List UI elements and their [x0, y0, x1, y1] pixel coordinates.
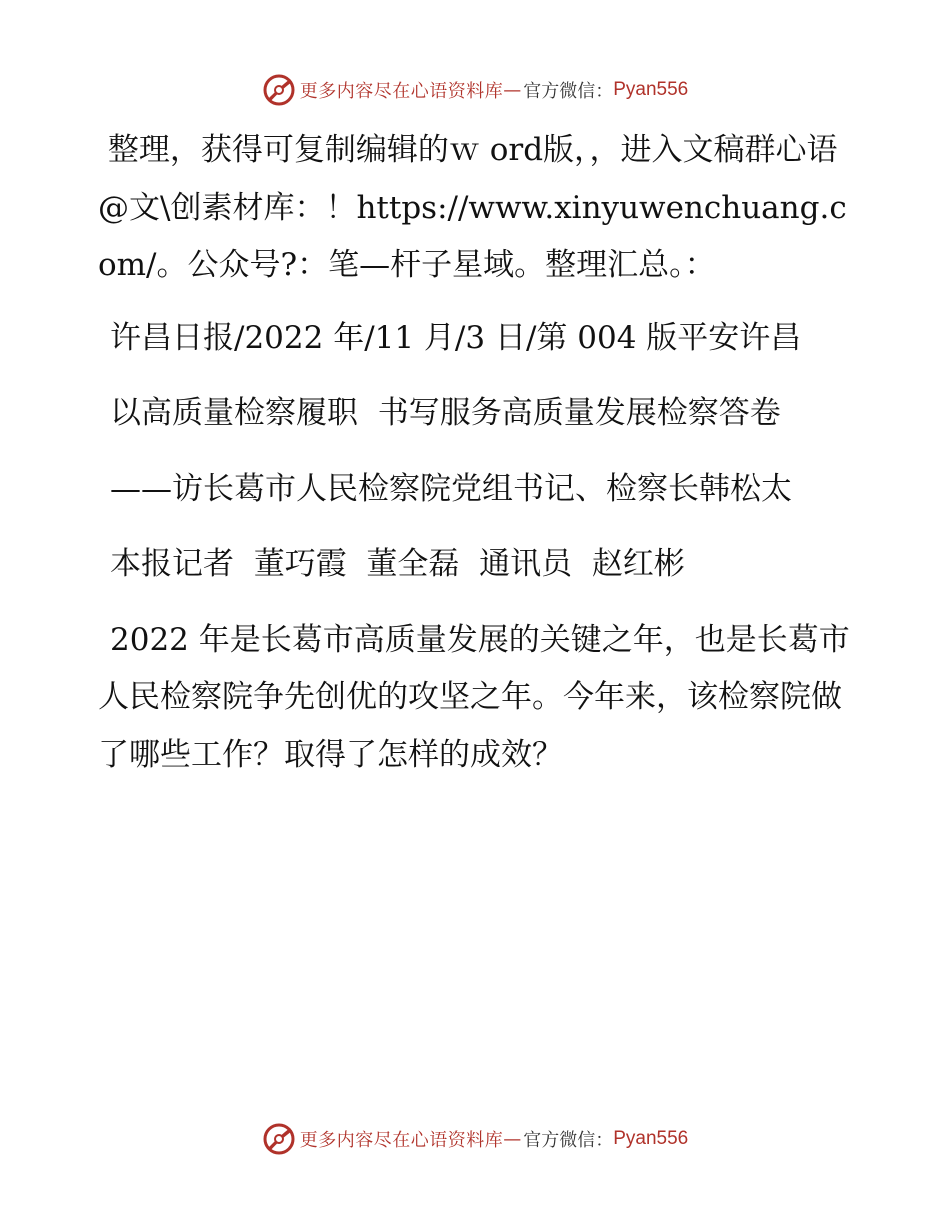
header-watermark [0, 70, 950, 110]
watermark-text: 更多内容尽在心语资料库 [299, 81, 504, 102]
watermark-wechat-label: 官方微信： [523, 1130, 614, 1151]
article-byline: 本报记者 董巧霞 董全磊 通讯员 赵红彬 [110, 546, 685, 582]
watermark-separator: — [503, 79, 522, 101]
watermark-wechat-label: 官方微信： [523, 81, 614, 102]
footer-watermark [0, 1119, 950, 1159]
article-subheadline: ——访长葛市人民检察院党组书记、检察长韩松太 [110, 470, 792, 507]
document-body [98, 122, 858, 802]
article-headline: 以高质量检察履职 书写服务高质量发展检察答卷 [110, 395, 781, 431]
watermark-separator: — [503, 1128, 522, 1150]
intro-paragraph: 整理，获得可复制编辑的ｗ ord版，，进入文稿群心语@文\创素材库：！https://www.xinyuwenchuang.com/。公众号?：笔—杆子星域。整理汇总。： [98, 132, 847, 283]
watermark-wechat-id: Pyan556 [613, 79, 689, 100]
source-line: 许昌日报/2022 年/11 月/3 日/第 004 版平安许昌 [110, 319, 802, 356]
watermark-text: 更多内容尽在心语资料库 [299, 1130, 504, 1151]
watermark-wechat-id: Pyan556 [613, 1128, 689, 1149]
red-ink-pen-logo-icon [262, 1122, 296, 1156]
red-ink-pen-logo-icon [262, 73, 296, 107]
article-body-paragraph: 2022 年是长葛市高质量发展的关键之年，也是长葛市人民检察院争先创优的攻坚之年。今年来，该检察院做了哪些工作？取得了怎样的成效？ [98, 621, 850, 773]
